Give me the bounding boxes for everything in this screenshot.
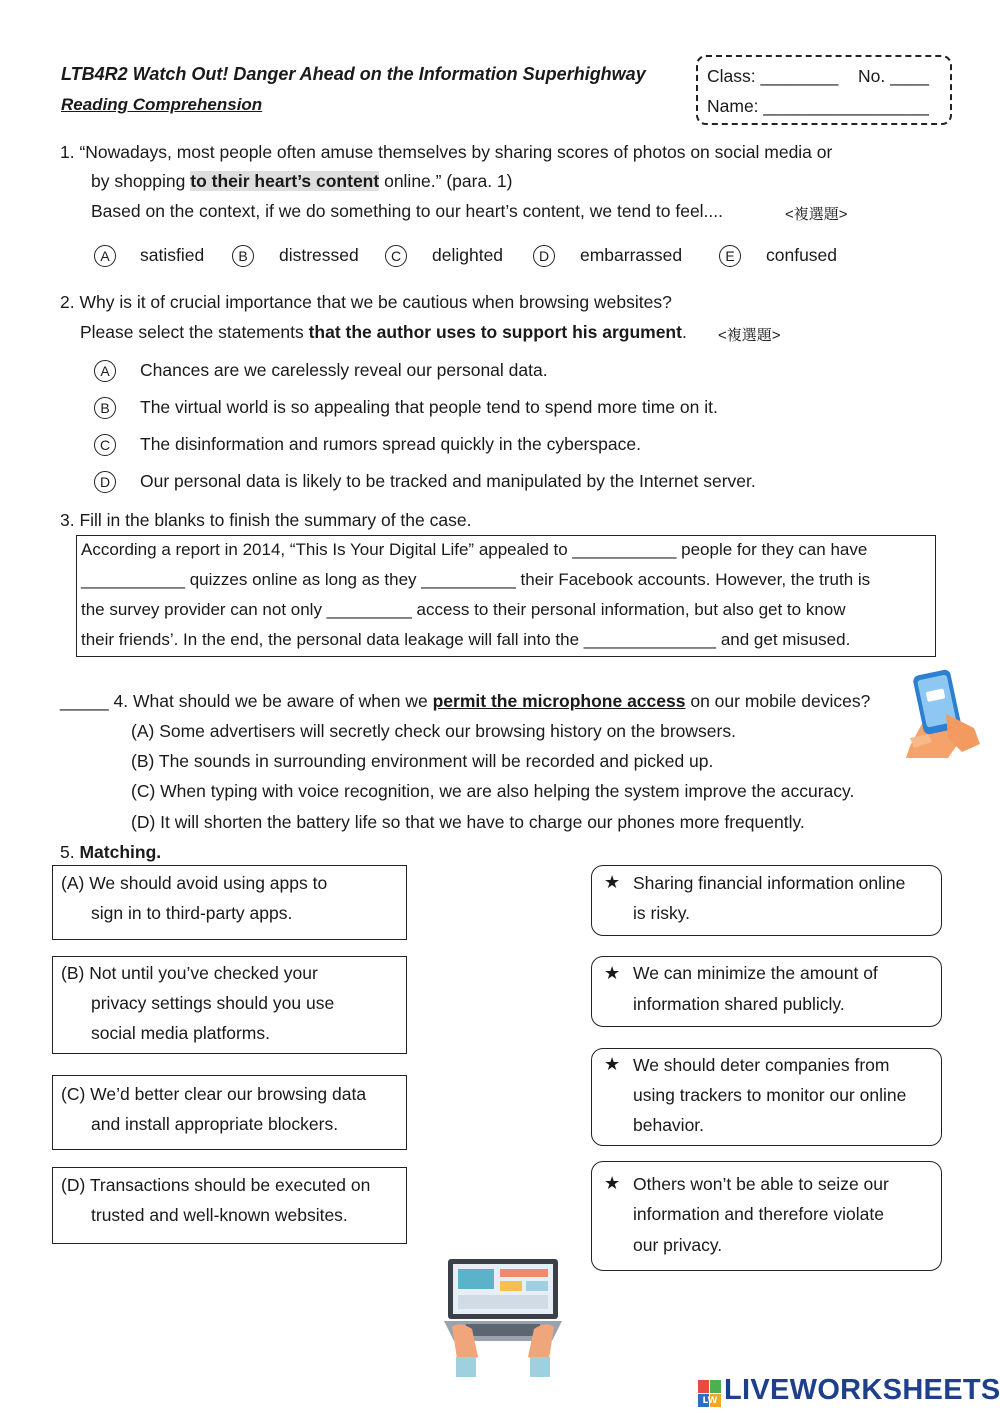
q2-option-c-text: The disinformation and rumors spread quickly in the cyberspace. xyxy=(140,434,641,454)
q3-summary-line-4[interactable]: their friends’. In the end, the personal data leakage will fall into the ______________ and get misused. xyxy=(81,630,851,649)
matching-left-a-line-2: sign in to third-party apps. xyxy=(91,903,293,923)
q3-summary-line-2[interactable]: ___________ quizzes online as long as they __________ their Facebook accounts. However, the truth is xyxy=(81,570,871,589)
q1-line-2 xyxy=(91,171,512,192)
matching-right-2-line-1: We can minimize the amount of xyxy=(633,963,878,983)
matching-right-4-line-1: Others won’t be able to seize our xyxy=(633,1174,889,1194)
q5-label xyxy=(60,842,161,863)
q5-number: 5. xyxy=(60,842,80,862)
q1-option-a-text: satisfied xyxy=(140,245,205,265)
q5-title: Matching. xyxy=(79,842,162,862)
q1-multi-select-tag: <複選題> xyxy=(785,206,848,223)
q3-summary-line-1[interactable]: According a report in 2014, “This Is Your Digital Life” appealed to ___________ people for they can have xyxy=(81,540,868,559)
matching-right-4[interactable] xyxy=(591,1161,942,1271)
matching-right-1[interactable] xyxy=(591,865,942,936)
star-icon: ★ xyxy=(604,872,621,892)
q4-option-d: (D) It will shorten the battery life so that we have to charge our phones more frequently. xyxy=(131,812,805,832)
liveworksheets-logo-text[interactable]: LIVEWORKSHEETS xyxy=(724,1374,1000,1406)
q4-option-c: (C) When typing with voice recognition, we are also helping the system improve the accuracy. xyxy=(131,781,855,801)
name-field[interactable]: Name: _________________ xyxy=(707,96,929,116)
q1-line2-post: online.” (para. 1) xyxy=(379,171,513,191)
star-icon: ★ xyxy=(604,1173,621,1193)
q2-option-b-marker[interactable]: B xyxy=(94,397,116,419)
q2-option-d-text: Our personal data is likely to be tracked and manipulated by the Internet server. xyxy=(140,471,756,491)
q1-option-c-text: delighted xyxy=(432,245,504,265)
q1-option-e-text: confused xyxy=(766,245,838,265)
phone-in-hand-illustration xyxy=(902,668,984,760)
q1-option-d-text: embarrassed xyxy=(580,245,683,265)
matching-left-a-line-1: (A) We should avoid using apps to xyxy=(61,873,328,893)
matching-left-d[interactable] xyxy=(52,1167,407,1244)
q4-line-pre: 4. What should we be aware of when we xyxy=(108,691,433,711)
q4-option-b: (B) The sounds in surrounding environment will be recorded and picked up. xyxy=(131,751,714,771)
q1-option-d-marker[interactable]: D xyxy=(533,245,555,267)
matching-left-c-line-1: (C) We’d better clear our browsing data xyxy=(61,1084,367,1104)
logo-badge: LW xyxy=(702,1396,718,1406)
q2-option-d-marker[interactable]: D xyxy=(94,471,116,493)
q4-answer-blank[interactable]: _____ xyxy=(60,691,109,711)
matching-left-b-line-3: social media platforms. xyxy=(91,1023,270,1043)
q2-option-c-marker[interactable]: C xyxy=(94,434,116,456)
q1-option-c-marker[interactable]: C xyxy=(385,245,407,267)
q1-line2-pre: by shopping xyxy=(91,171,191,191)
q4-bold-phrase: permit the microphone access xyxy=(432,691,686,711)
matching-left-c[interactable] xyxy=(52,1075,407,1150)
q1-option-e-marker[interactable]: E xyxy=(719,245,741,267)
q3-summary-box xyxy=(76,535,936,657)
q3-summary-line-3[interactable]: the survey provider can not only _________ access to their personal information, but also get to know xyxy=(81,600,846,619)
laptop-illustration xyxy=(444,1257,562,1377)
q2-option-a-marker[interactable]: A xyxy=(94,360,116,382)
matching-right-1-line-2: is risky. xyxy=(633,903,691,923)
q4-line xyxy=(60,691,870,712)
matching-right-2-line-2: information shared publicly. xyxy=(633,994,845,1014)
q2-option-a-text: Chances are we carelessly reveal our personal data. xyxy=(140,360,548,380)
number-field[interactable]: No. ____ xyxy=(858,66,930,86)
q2-bold-phrase: that the author uses to support his argument xyxy=(308,322,682,342)
matching-right-2[interactable] xyxy=(591,956,942,1027)
matching-right-4-line-3: our privacy. xyxy=(633,1235,723,1255)
q1-option-b-marker[interactable]: B xyxy=(232,245,254,267)
q3-line-1: 3. Fill in the blanks to finish the summary of the case. xyxy=(60,510,472,530)
matching-right-3[interactable] xyxy=(591,1048,942,1146)
matching-right-4-line-2: information and therefore violate xyxy=(633,1204,884,1224)
worksheet-title: LTB4R2 Watch Out! Danger Ahead on the Information Superhighway xyxy=(61,64,646,84)
liveworksheets-logo-icon xyxy=(698,1376,722,1410)
matching-left-b[interactable] xyxy=(52,956,407,1054)
worksheet-subtitle: Reading Comprehension xyxy=(61,95,263,114)
q1-line-3: Based on the context, if we do something to our heart’s content, we tend to feel.... xyxy=(91,201,724,221)
q2-multi-select-tag: <複選題> xyxy=(718,327,781,344)
matching-right-3-line-3: behavior. xyxy=(633,1115,705,1135)
matching-right-3-line-1: We should deter companies from xyxy=(633,1055,890,1075)
star-icon: ★ xyxy=(604,963,621,983)
q2-option-b-text: The virtual world is so appealing that people tend to spend more time on it. xyxy=(140,397,718,417)
q1-option-a-marker[interactable]: A xyxy=(94,245,116,267)
q2-line2-post: . xyxy=(681,322,687,342)
q1-line-1: 1. “Nowadays, most people often amuse themselves by sharing scores of photos on social media or xyxy=(60,142,833,162)
matching-left-b-line-1: (B) Not until you’ve checked your xyxy=(61,963,318,983)
matching-left-a[interactable] xyxy=(52,865,407,940)
q2-line-2 xyxy=(80,322,687,343)
star-icon: ★ xyxy=(604,1054,621,1074)
q1-option-b-text: distressed xyxy=(279,245,359,265)
matching-right-3-line-2: using trackers to monitor our online xyxy=(633,1085,907,1105)
class-field[interactable]: Class: ________ xyxy=(707,66,839,86)
matching-left-d-line-1: (D) Transactions should be executed on xyxy=(61,1175,371,1195)
student-info-box xyxy=(696,55,952,125)
matching-left-b-line-2: privacy settings should you use xyxy=(91,993,335,1013)
q2-line-1: 2. Why is it of crucial importance that we be cautious when browsing websites? xyxy=(60,292,672,312)
q2-line2-pre: Please select the statements xyxy=(80,322,309,342)
q4-line-post: on our mobile devices? xyxy=(685,691,871,711)
matching-right-1-line-1: Sharing financial information online xyxy=(633,873,906,893)
q1-highlight-phrase: to their heart’s content xyxy=(190,171,380,191)
matching-left-c-line-2: and install appropriate blockers. xyxy=(91,1114,339,1134)
matching-left-d-line-2: trusted and well-known websites. xyxy=(91,1205,348,1225)
q4-option-a: (A) Some advertisers will secretly check our browsing history on the browsers. xyxy=(131,721,736,741)
